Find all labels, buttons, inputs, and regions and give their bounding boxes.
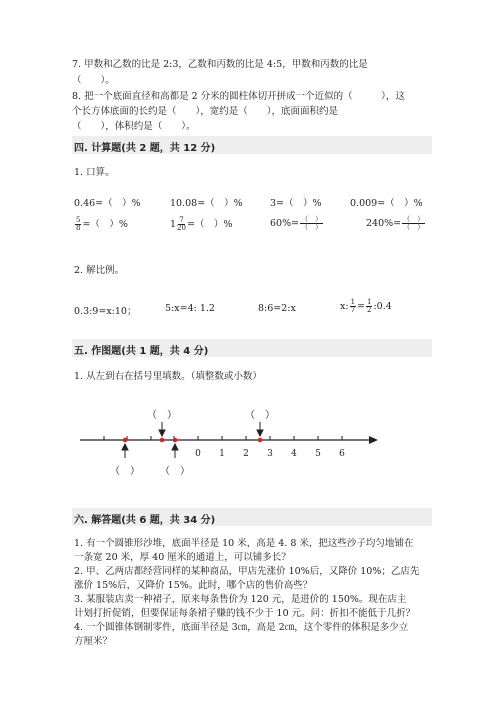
tick-label-1: 1 <box>219 449 225 459</box>
fraction: $\frac{5}{8}$ <box>76 216 81 232</box>
fraction: $\frac{1}{7}$ <box>350 298 356 314</box>
point-a <box>123 438 128 443</box>
mental-math-item-5: $\frac{5}{8}$ =（ ）% <box>76 216 128 232</box>
point-b <box>160 438 165 443</box>
word-problem-line: 1. 有一个圆锥形沙堆，底面半径是 10 米，高是 4. 8 米，把这些沙子均匀地铺在 <box>74 538 414 549</box>
blank-below-a: （ ） <box>110 466 140 477</box>
proportion-eq-1: 0.3:9=x:10； <box>74 306 137 317</box>
point-d <box>258 438 263 443</box>
section-5-title: 五. 作图题(共 1 题，共 4 分) <box>74 346 209 357</box>
question-7-line-1: 7. 甲数和乙数的比是 2:3，乙数和丙数的比是 4:5，甲数和丙数的比是 <box>72 59 368 70</box>
number-line-arrowhead <box>369 436 378 444</box>
mental-math-item-2: 10.08=（ ）% <box>170 198 243 209</box>
mental-math-item-6: 1 $\frac{7}{20}$ =（ ）% <box>170 216 233 232</box>
point-c <box>173 438 178 443</box>
mental-math-item-1: 0.46=（ ）% <box>74 198 141 209</box>
tick-label-0: 0 <box>195 449 201 459</box>
tick-label-5: 5 <box>315 449 321 459</box>
mental-math-label: 1. 口算。 <box>74 167 115 178</box>
word-problem-line: 计划打折促销，但要保证每条裙子赚的钱不少于 10 元。问：折扣不能低于几折？ <box>74 608 416 619</box>
proportion-eq-3: 8:6=2:x <box>258 303 296 314</box>
tick-label-6: 6 <box>339 449 345 459</box>
word-problem-line: 2. 甲、乙两店都经营同样的某种商品，甲店先涨价 10%后，又降价 10%；乙店先 <box>74 566 420 577</box>
number-line-question: 1. 从左到右在括号里填数。（填整数或小数） <box>74 371 262 382</box>
fraction: $\frac{1}{2}$ <box>367 298 372 314</box>
question-8-line-3: （ ），体积约是（ ）。 <box>72 121 196 132</box>
tick-label-2: 2 <box>243 449 249 459</box>
number-line-ticks <box>104 436 342 440</box>
fraction: $\frac{7}{20}$ <box>177 216 186 232</box>
number-line-diagram <box>0 400 500 490</box>
mental-math-item-4: 0.009=（ ）% <box>350 198 423 209</box>
tick-label-3: 3 <box>267 449 273 459</box>
question-8-line-1: 8. 把一个底面直径和高都是 2 分米的圆柱体切开拼成一个近似的（ ），这 <box>72 91 405 102</box>
fraction: $\frac{( )}{( )}$ <box>403 215 425 231</box>
proportion-eq-2: 5:x=4: 1.2 <box>165 303 215 314</box>
fraction: $\frac{( )}{( )}$ <box>301 215 323 231</box>
word-problem-line: 方厘米？ <box>74 636 113 647</box>
word-problem-line: 4. 一个圆锥体钢制零件，底面半径是 3㎝，高是 2㎝，这个零件的体积是多少立 <box>74 622 409 633</box>
mental-math-item-8: 240%= $\frac{( )}{( )}$ <box>366 215 425 231</box>
mental-math-item-7: 60%= $\frac{( )}{( )}$ <box>270 215 323 231</box>
proportion-eq-4: x: $\frac{1}{7}$ = $\frac{1}{2}$ :0.4 <box>340 298 392 314</box>
blank-below-c: （ ） <box>160 466 190 477</box>
mental-math-item-3: 3=（ ）% <box>270 198 322 209</box>
tick-label-4: 4 <box>291 449 297 459</box>
word-problem-line: 涨价 15%后，又降价 15%。此时，哪个店的售价高些？ <box>74 580 313 591</box>
proportion-label: 2. 解比例。 <box>74 265 125 276</box>
word-problem-line: 一条宽 20 米，厚 40 厘米的通道上，可以铺多长？ <box>74 552 291 563</box>
blank-above-d: （ ） <box>245 410 275 421</box>
section-6-title: 六. 解答题(共 6 题，共 34 分) <box>74 515 216 526</box>
blank-above-b: （ ） <box>147 410 177 421</box>
word-problem-line: 3. 某服装店卖一种裙子，原来每条售价为 120 元，是进价的 150%。现在店主 <box>74 594 407 605</box>
question-8-line-2: 个长方体底面的长约是（ ），宽约是（ ），底面面积约是 <box>72 106 339 117</box>
section-4-title: 四. 计算题(共 2 题，共 12 分) <box>74 143 216 154</box>
question-7-line-2: （ ）。 <box>72 75 115 86</box>
